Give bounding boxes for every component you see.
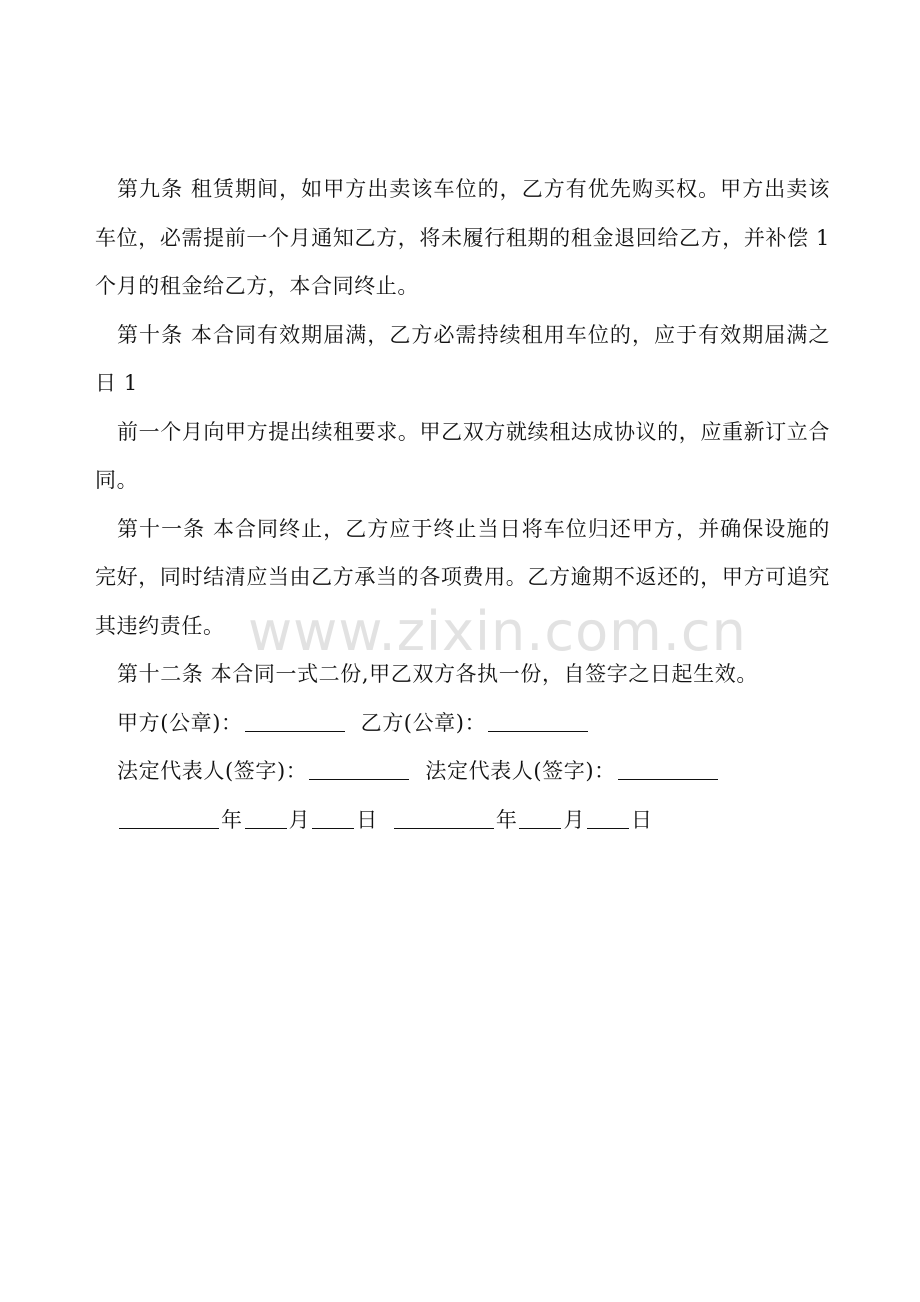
party-a-month-blank[interactable] xyxy=(245,809,287,829)
article-11: 第十一条 本合同终止，乙方应于终止当日将车位归还甲方，并确保设施的完好，同时结清应当由乙方承当的各项费用。乙方逾期不返还的，甲方可追究其违约责任。 xyxy=(95,516,830,638)
party-a-seal-blank[interactable] xyxy=(245,712,345,732)
party-b-year-blank[interactable] xyxy=(394,809,494,829)
party-b-month-blank[interactable] xyxy=(519,809,561,829)
party-b-seal-label: 乙方(公章)： xyxy=(360,710,487,735)
party-b-rep-label: 法定代表人(签字)： xyxy=(425,759,616,783)
month-label: 月 xyxy=(563,807,586,832)
month-label: 月 xyxy=(288,807,311,832)
party-b-rep-blank[interactable] xyxy=(618,760,718,780)
day-label: 日 xyxy=(356,807,378,832)
representative-line xyxy=(95,747,830,796)
date-line xyxy=(95,796,830,845)
party-b-seal-blank[interactable] xyxy=(488,712,588,732)
party-a-rep-blank[interactable] xyxy=(309,760,409,780)
party-b-day-blank[interactable] xyxy=(587,809,629,829)
article-10-continued: 前一个月向甲方提出续租要求。甲乙双方就续租达成协议的，应重新订立合同。 xyxy=(95,419,830,492)
party-a-year-blank[interactable] xyxy=(119,809,219,829)
party-a-day-blank[interactable] xyxy=(312,809,354,829)
party-a-seal-label: 甲方(公章)： xyxy=(117,710,243,735)
article-12: 第十二条 本合同一式二份,甲乙双方各执一份，自签字之日起生效。 xyxy=(117,662,758,686)
watermark: www.zixin.com.cn xyxy=(248,600,747,663)
year-label: 年 xyxy=(221,807,243,832)
party-a-rep-label: 法定代表人(签字)： xyxy=(117,759,308,783)
year-label: 年 xyxy=(495,807,518,832)
article-10: 第十条 本合同有效期届满，乙方必需持续租用车位的，应于有效期届满之日 1 xyxy=(95,322,830,395)
seal-line xyxy=(95,699,830,748)
article-9: 第九条 租赁期间，如甲方出卖该车位的，乙方有优先购买权。甲方出卖该车位，必需提前一个月通知乙方，将未履行租期的租金退回给乙方，并补偿 1 个月的租金给乙方，本合同终止。 xyxy=(95,177,830,298)
day-label: 日 xyxy=(631,807,653,832)
contract-body xyxy=(95,165,830,844)
